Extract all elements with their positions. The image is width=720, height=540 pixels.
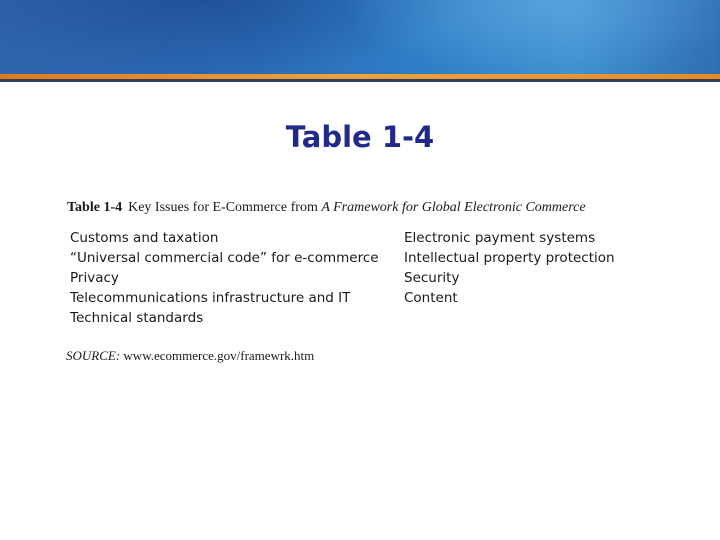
table-caption (67, 200, 664, 216)
list-item: Content (404, 290, 458, 306)
list-item: Electronic payment systems (404, 230, 596, 246)
header-band (0, 0, 720, 74)
table-caption-text: Key Issues for E-Commerce from (128, 200, 322, 215)
list-item: Customs and taxation (70, 230, 219, 246)
issues-list-left (70, 228, 404, 328)
list-item: Telecommunications infrastructure and IT (70, 290, 351, 306)
table-source-label: SOURCE: (66, 348, 121, 363)
list-item: Privacy (70, 270, 119, 286)
table-caption-italic: A Framework for Global Electronic Commerce (321, 200, 586, 215)
issues-grid (70, 228, 664, 328)
table-source (66, 348, 664, 364)
slide-title: Table 1-4 (285, 120, 435, 154)
table-figure (64, 200, 664, 364)
issues-list-right (404, 228, 654, 328)
table-source-url: www.ecommerce.gov/framewrk.htm (120, 348, 315, 363)
list-item: Technical standards (70, 310, 204, 326)
list-item: Intellectual property protection (404, 250, 615, 266)
header-stripe-dark (0, 79, 720, 82)
table-caption-number: Table 1-4 (67, 200, 123, 215)
list-item: “Universal commercial code” for e-commerce (70, 250, 379, 266)
list-item: Security (404, 270, 460, 286)
